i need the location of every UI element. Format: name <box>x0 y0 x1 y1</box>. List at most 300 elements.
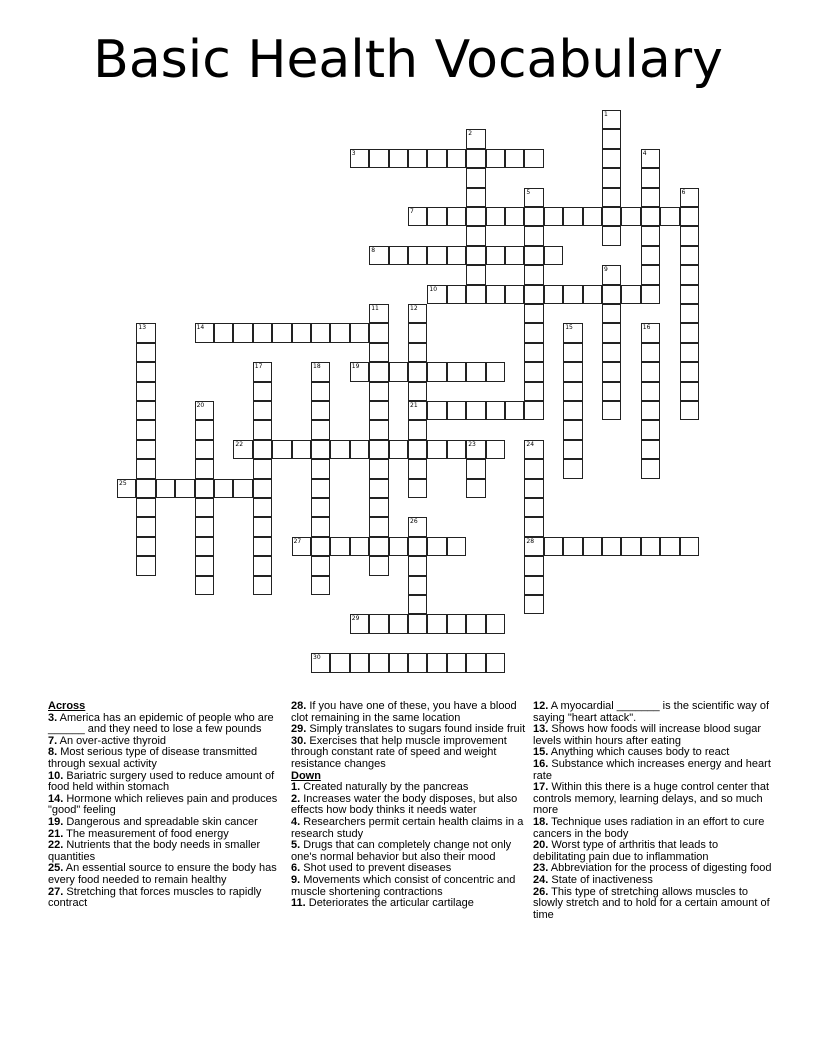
grid-cell[interactable] <box>330 440 349 459</box>
grid-cell[interactable] <box>369 362 388 381</box>
grid-cell[interactable] <box>292 323 311 342</box>
grid-cell[interactable] <box>369 556 388 575</box>
grid-cell[interactable] <box>369 149 388 168</box>
grid-cell[interactable] <box>311 459 330 478</box>
grid-cell[interactable] <box>136 362 155 381</box>
grid-cell[interactable] <box>136 401 155 420</box>
grid-cell[interactable] <box>253 440 272 459</box>
clue-number: 10 <box>429 285 438 293</box>
grid-cell[interactable] <box>486 362 505 381</box>
clue-item <box>533 701 773 724</box>
grid-cell[interactable] <box>563 440 582 459</box>
clue-text: Technique uses radiation in an effort to cure cancers in the body <box>533 815 765 840</box>
grid-cell[interactable] <box>602 343 621 362</box>
grid-cell[interactable] <box>505 401 524 420</box>
grid-cell[interactable] <box>524 343 543 362</box>
grid-cell[interactable] <box>311 479 330 498</box>
grid-cell[interactable] <box>563 207 582 226</box>
grid-cell[interactable] <box>369 323 388 342</box>
grid-cell[interactable] <box>641 323 660 342</box>
grid-cell[interactable] <box>427 401 446 420</box>
grid-cell[interactable] <box>214 323 233 342</box>
grid-cell[interactable] <box>195 498 214 517</box>
grid-cell[interactable] <box>292 537 311 556</box>
grid-cell[interactable] <box>195 420 214 439</box>
clue-item <box>291 898 531 910</box>
grid-cell[interactable] <box>253 498 272 517</box>
grid-cell[interactable] <box>195 459 214 478</box>
grid-cell[interactable] <box>680 362 699 381</box>
grid-cell[interactable] <box>505 149 524 168</box>
grid-cell[interactable] <box>466 188 485 207</box>
grid-cell[interactable] <box>505 285 524 304</box>
grid-cell[interactable] <box>466 653 485 672</box>
grid-cell[interactable] <box>117 479 136 498</box>
clue-text: Stretching that forces muscles to rapidly contract <box>48 885 262 910</box>
grid-cell[interactable] <box>195 323 214 342</box>
grid-cell[interactable] <box>427 285 446 304</box>
grid-cell[interactable] <box>253 517 272 536</box>
grid-cell[interactable] <box>524 304 543 323</box>
grid-cell[interactable] <box>427 362 446 381</box>
grid-cell[interactable] <box>524 246 543 265</box>
grid-cell[interactable] <box>311 556 330 575</box>
grid-cell[interactable] <box>583 537 602 556</box>
grid-cell[interactable] <box>408 207 427 226</box>
grid-cell[interactable] <box>408 537 427 556</box>
grid-cell[interactable] <box>253 362 272 381</box>
grid-cell[interactable] <box>466 265 485 284</box>
grid-cell[interactable] <box>680 304 699 323</box>
grid-cell[interactable] <box>195 479 214 498</box>
grid-cell[interactable] <box>253 401 272 420</box>
grid-cell[interactable] <box>621 537 640 556</box>
grid-cell[interactable] <box>311 440 330 459</box>
grid-cell[interactable] <box>408 614 427 633</box>
grid-cell[interactable] <box>408 556 427 575</box>
grid-cell[interactable] <box>311 576 330 595</box>
grid-cell[interactable] <box>350 653 369 672</box>
grid-cell[interactable] <box>447 246 466 265</box>
grid-cell[interactable] <box>311 517 330 536</box>
grid-cell[interactable] <box>563 401 582 420</box>
grid-cell[interactable] <box>524 479 543 498</box>
grid-cell[interactable] <box>486 246 505 265</box>
grid-cell[interactable] <box>447 207 466 226</box>
grid-cell[interactable] <box>602 304 621 323</box>
grid-cell[interactable] <box>136 440 155 459</box>
grid-cell[interactable] <box>466 246 485 265</box>
grid-cell[interactable] <box>660 537 679 556</box>
grid-cell[interactable] <box>330 537 349 556</box>
grid-cell[interactable] <box>350 323 369 342</box>
grid-cell[interactable] <box>136 420 155 439</box>
grid-cell[interactable] <box>524 459 543 478</box>
grid-cell[interactable] <box>641 149 660 168</box>
grid-cell[interactable] <box>680 323 699 342</box>
grid-cell[interactable] <box>253 382 272 401</box>
grid-cell[interactable] <box>311 653 330 672</box>
grid-cell[interactable] <box>524 576 543 595</box>
clue-number: 23 <box>468 440 476 448</box>
grid-cell[interactable] <box>447 440 466 459</box>
grid-cell[interactable] <box>447 401 466 420</box>
grid-cell[interactable] <box>641 382 660 401</box>
clue-heading-across: Across <box>48 700 86 712</box>
grid-cell[interactable] <box>602 129 621 148</box>
grid-cell[interactable] <box>311 537 330 556</box>
grid-cell[interactable] <box>680 343 699 362</box>
grid-cell[interactable] <box>544 285 563 304</box>
grid-cell[interactable] <box>389 246 408 265</box>
grid-cell[interactable] <box>641 362 660 381</box>
grid-cell[interactable] <box>563 323 582 342</box>
grid-cell[interactable] <box>447 653 466 672</box>
grid-cell[interactable] <box>621 207 640 226</box>
grid-cell[interactable] <box>389 149 408 168</box>
clue-item <box>291 817 531 840</box>
grid-cell[interactable] <box>369 653 388 672</box>
grid-cell[interactable] <box>389 362 408 381</box>
grid-cell[interactable] <box>369 401 388 420</box>
grid-cell[interactable] <box>408 149 427 168</box>
clue-label: 27. <box>48 885 64 898</box>
grid-cell[interactable] <box>369 498 388 517</box>
grid-cell[interactable] <box>602 207 621 226</box>
clue-column-3 <box>533 701 773 921</box>
grid-cell[interactable] <box>369 479 388 498</box>
grid-cell[interactable] <box>486 440 505 459</box>
grid-cell[interactable] <box>408 343 427 362</box>
grid-cell[interactable] <box>602 265 621 284</box>
grid-cell[interactable] <box>583 207 602 226</box>
grid-cell[interactable] <box>447 149 466 168</box>
clue-label: 23. <box>533 862 549 875</box>
grid-cell[interactable] <box>466 285 485 304</box>
grid-cell[interactable] <box>350 362 369 381</box>
grid-cell[interactable] <box>369 420 388 439</box>
grid-cell[interactable] <box>195 537 214 556</box>
grid-cell[interactable] <box>524 149 543 168</box>
grid-cell[interactable] <box>350 537 369 556</box>
clue-label: 9. <box>291 873 301 886</box>
grid-cell[interactable] <box>311 420 330 439</box>
grid-cell[interactable] <box>253 479 272 498</box>
grid-cell[interactable] <box>505 246 524 265</box>
grid-cell[interactable] <box>466 459 485 478</box>
grid-cell[interactable] <box>272 440 291 459</box>
clue-label: 28. <box>291 700 307 712</box>
grid-cell[interactable] <box>524 207 543 226</box>
grid-cell[interactable] <box>641 246 660 265</box>
grid-cell[interactable] <box>408 440 427 459</box>
grid-cell[interactable] <box>466 129 485 148</box>
grid-cell[interactable] <box>524 517 543 536</box>
grid-cell[interactable] <box>563 362 582 381</box>
grid-cell[interactable] <box>408 420 427 439</box>
grid-cell[interactable] <box>680 226 699 245</box>
grid-cell[interactable] <box>466 362 485 381</box>
grid-cell[interactable] <box>660 207 679 226</box>
grid-cell[interactable] <box>427 207 446 226</box>
grid-cell[interactable] <box>602 226 621 245</box>
grid-cell[interactable] <box>621 285 640 304</box>
clue-label: 17. <box>533 781 549 794</box>
grid-cell[interactable] <box>466 614 485 633</box>
grid-cell[interactable] <box>389 537 408 556</box>
grid-cell[interactable] <box>136 382 155 401</box>
grid-cell[interactable] <box>136 459 155 478</box>
grid-cell[interactable] <box>524 537 543 556</box>
clue-number: 18 <box>313 363 321 371</box>
clue-text: Increases water the body disposes, but also effects how body thinks it needs water <box>291 792 518 817</box>
grid-cell[interactable] <box>350 149 369 168</box>
clue-number: 26 <box>410 518 418 526</box>
grid-cell[interactable] <box>641 265 660 284</box>
grid-cell[interactable] <box>408 401 427 420</box>
clue-text: Dangerous and spreadable skin cancer <box>63 815 258 828</box>
clue-text: Worst type of arthritis that leads to debilitating pain due to inflammation <box>533 839 719 863</box>
clue-number: 21 <box>410 402 418 409</box>
grid-cell[interactable] <box>486 614 505 633</box>
grid-cell[interactable] <box>369 459 388 478</box>
clue-label: 11. <box>291 897 306 910</box>
grid-cell[interactable] <box>524 595 543 614</box>
grid-cell[interactable] <box>641 188 660 207</box>
grid-cell[interactable] <box>466 149 485 168</box>
grid-cell[interactable] <box>602 537 621 556</box>
grid-cell[interactable] <box>602 285 621 304</box>
grid-cell[interactable] <box>680 207 699 226</box>
grid-cell[interactable] <box>330 323 349 342</box>
grid-cell[interactable] <box>253 556 272 575</box>
grid-cell[interactable] <box>136 556 155 575</box>
grid-cell[interactable] <box>427 653 446 672</box>
grid-cell[interactable] <box>602 382 621 401</box>
grid-cell[interactable] <box>524 401 543 420</box>
clue-number: 25 <box>119 479 127 487</box>
grid-cell[interactable] <box>680 537 699 556</box>
grid-cell[interactable] <box>427 614 446 633</box>
grid-cell[interactable] <box>408 246 427 265</box>
clue-number: 15 <box>565 324 573 332</box>
grid-cell[interactable] <box>563 343 582 362</box>
grid-cell[interactable] <box>486 207 505 226</box>
grid-cell[interactable] <box>369 517 388 536</box>
grid-cell[interactable] <box>641 401 660 420</box>
grid-cell[interactable] <box>563 459 582 478</box>
grid-cell[interactable] <box>136 343 155 362</box>
grid-cell[interactable] <box>292 440 311 459</box>
grid-cell[interactable] <box>136 517 155 536</box>
grid-cell[interactable] <box>524 362 543 381</box>
grid-cell[interactable] <box>544 537 563 556</box>
grid-cell[interactable] <box>602 401 621 420</box>
grid-cell[interactable] <box>524 265 543 284</box>
grid-cell[interactable] <box>369 246 388 265</box>
grid-cell[interactable] <box>408 323 427 342</box>
grid-cell[interactable] <box>641 168 660 187</box>
grid-cell[interactable] <box>563 382 582 401</box>
grid-cell[interactable] <box>350 614 369 633</box>
clue-text: Abbreviation for the process of digesting food <box>548 862 772 875</box>
grid-cell[interactable] <box>544 246 563 265</box>
grid-cell[interactable] <box>602 188 621 207</box>
grid-cell[interactable] <box>524 226 543 245</box>
grid-cell[interactable] <box>427 537 446 556</box>
grid-cell[interactable] <box>408 304 427 323</box>
grid-cell[interactable] <box>233 479 252 498</box>
grid-cell[interactable] <box>466 401 485 420</box>
grid-cell[interactable] <box>408 576 427 595</box>
grid-cell[interactable] <box>466 168 485 187</box>
grid-cell[interactable] <box>408 459 427 478</box>
clue-heading-down: Down <box>291 769 321 782</box>
grid-cell[interactable] <box>466 207 485 226</box>
grid-cell[interactable] <box>330 653 349 672</box>
grid-cell[interactable] <box>486 653 505 672</box>
grid-cell[interactable] <box>253 576 272 595</box>
clue-item <box>291 701 531 724</box>
grid-cell[interactable] <box>680 382 699 401</box>
grid-cell[interactable] <box>486 285 505 304</box>
grid-cell[interactable] <box>369 537 388 556</box>
grid-cell[interactable] <box>641 207 660 226</box>
grid-cell[interactable] <box>563 420 582 439</box>
clue-item <box>48 887 288 910</box>
grid-cell[interactable] <box>311 362 330 381</box>
clue-label: 22. <box>48 839 64 852</box>
grid-cell[interactable] <box>350 440 369 459</box>
grid-cell[interactable] <box>602 323 621 342</box>
grid-cell[interactable] <box>369 440 388 459</box>
grid-cell[interactable] <box>641 420 660 439</box>
grid-cell[interactable] <box>680 265 699 284</box>
grid-cell[interactable] <box>389 653 408 672</box>
clue-item <box>533 887 773 922</box>
grid-cell[interactable] <box>195 440 214 459</box>
clue-number: 14 <box>196 324 205 332</box>
grid-cell[interactable] <box>389 440 408 459</box>
grid-cell[interactable] <box>427 440 446 459</box>
grid-cell[interactable] <box>253 459 272 478</box>
grid-cell[interactable] <box>524 440 543 459</box>
grid-cell[interactable] <box>253 323 272 342</box>
grid-cell[interactable] <box>563 537 582 556</box>
grid-cell[interactable] <box>466 226 485 245</box>
grid-cell[interactable] <box>195 517 214 536</box>
grid-cell[interactable] <box>272 323 291 342</box>
grid-cell[interactable] <box>427 149 446 168</box>
grid-cell[interactable] <box>136 537 155 556</box>
grid-cell[interactable] <box>369 343 388 362</box>
clue-item <box>48 840 288 863</box>
grid-cell[interactable] <box>214 479 233 498</box>
clue-text: Movements which consist of concentric and muscle shortening contractions <box>291 873 516 898</box>
grid-cell[interactable] <box>311 323 330 342</box>
grid-cell[interactable] <box>369 304 388 323</box>
grid-cell[interactable] <box>195 401 214 420</box>
grid-cell[interactable] <box>253 537 272 556</box>
grid-cell[interactable] <box>524 188 543 207</box>
grid-cell[interactable] <box>524 556 543 575</box>
grid-cell[interactable] <box>408 653 427 672</box>
grid-cell[interactable] <box>680 188 699 207</box>
grid-cell[interactable] <box>427 246 446 265</box>
grid-cell[interactable] <box>680 246 699 265</box>
grid-cell[interactable] <box>195 556 214 575</box>
grid-cell[interactable] <box>175 479 194 498</box>
grid-cell[interactable] <box>466 440 485 459</box>
clue-number: 7 <box>410 208 414 215</box>
grid-cell[interactable] <box>447 362 466 381</box>
page-title: Basic Health Vocabulary <box>93 30 723 90</box>
grid-cell[interactable] <box>447 537 466 556</box>
grid-cell[interactable] <box>641 343 660 362</box>
grid-cell[interactable] <box>505 207 524 226</box>
grid-cell[interactable] <box>233 440 252 459</box>
grid-cell[interactable] <box>602 149 621 168</box>
grid-cell[interactable] <box>486 149 505 168</box>
clue-text: Shot used to prevent diseases <box>300 862 452 875</box>
grid-cell[interactable] <box>602 168 621 187</box>
grid-cell[interactable] <box>408 362 427 381</box>
grid-cell[interactable] <box>311 498 330 517</box>
grid-cell[interactable] <box>233 323 252 342</box>
grid-cell[interactable] <box>408 595 427 614</box>
grid-cell[interactable] <box>641 537 660 556</box>
grid-cell[interactable] <box>389 614 408 633</box>
grid-cell[interactable] <box>544 207 563 226</box>
grid-cell[interactable] <box>466 479 485 498</box>
clue-text: Nutrients that the body needs in smaller quantities <box>48 839 261 863</box>
grid-cell[interactable] <box>602 362 621 381</box>
grid-cell[interactable] <box>136 323 155 342</box>
grid-cell[interactable] <box>311 382 330 401</box>
grid-cell[interactable] <box>524 382 543 401</box>
grid-cell[interactable] <box>602 110 621 129</box>
grid-cell[interactable] <box>408 382 427 401</box>
grid-cell[interactable] <box>641 440 660 459</box>
grid-cell[interactable] <box>583 285 602 304</box>
grid-cell[interactable] <box>447 285 466 304</box>
grid-cell[interactable] <box>369 614 388 633</box>
grid-cell[interactable] <box>408 479 427 498</box>
grid-cell[interactable] <box>447 614 466 633</box>
grid-cell[interactable] <box>486 401 505 420</box>
grid-cell[interactable] <box>641 285 660 304</box>
grid-cell[interactable] <box>524 285 543 304</box>
clue-number: 19 <box>351 363 360 371</box>
grid-cell[interactable] <box>156 479 175 498</box>
grid-cell[interactable] <box>369 382 388 401</box>
grid-cell[interactable] <box>641 226 660 245</box>
grid-cell[interactable] <box>524 498 543 517</box>
grid-cell[interactable] <box>680 285 699 304</box>
grid-cell[interactable] <box>641 459 660 478</box>
clue-text: Drugs that can completely change not only one's normal behavior but also their mood <box>291 839 512 863</box>
grid-cell[interactable] <box>408 517 427 536</box>
clue-number: 2 <box>468 130 473 138</box>
grid-cell[interactable] <box>524 323 543 342</box>
grid-cell[interactable] <box>136 498 155 517</box>
grid-cell[interactable] <box>136 479 155 498</box>
grid-cell[interactable] <box>253 420 272 439</box>
grid-cell[interactable] <box>195 576 214 595</box>
grid-cell[interactable] <box>680 401 699 420</box>
grid-cell[interactable] <box>311 401 330 420</box>
grid-cell[interactable] <box>563 285 582 304</box>
